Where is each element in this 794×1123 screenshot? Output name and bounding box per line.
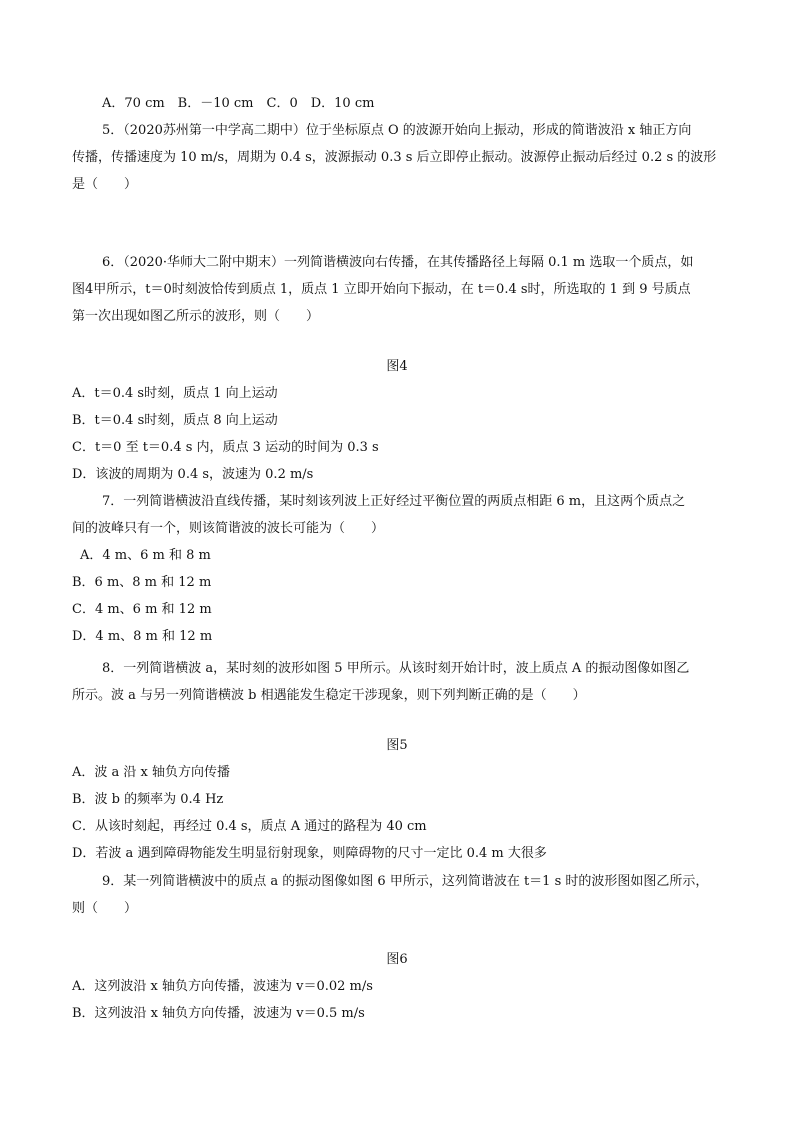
- q7-line-2: 间的波峰只有一个，则该简谐波的波长可能为（ ）: [72, 521, 385, 536]
- figure-4-caption: 图4: [386, 359, 408, 374]
- q6-line-3: 第一次出现如图乙所示的波形，则（ ）: [72, 309, 320, 324]
- q7-option-d: D．4 m、8 m 和 12 m: [72, 629, 213, 644]
- q6-option-c: C．t＝0 至 t＝0.4 s 内，质点 3 运动的时间为 0.3 s: [72, 440, 379, 455]
- q8-option-a: A．波 a 沿 x 轴负方向传播: [72, 765, 230, 780]
- q5-line-2: 传播，传播速度为 10 m/s，周期为 0.4 s，波源振动 0.3 s 后立即停止振动。波源停止振动后经过 0.2 s 的波形: [72, 150, 717, 165]
- q7-option-a: A．4 m、6 m 和 8 m: [80, 548, 211, 563]
- q6-option-b: B．t＝0.4 s时刻，质点 8 向上运动: [72, 413, 278, 428]
- q4-options: A．70 cm B．－10 cm C．0 D．10 cm: [102, 96, 375, 111]
- q9-option-b: B．这列波沿 x 轴负方向传播，波速为 v＝0.5 m/s: [72, 1006, 365, 1021]
- q8-option-b: B．波 b 的频率为 0.4 Hz: [72, 792, 224, 807]
- q7-line-1: 7．一列简谐横波沿直线传播，某时刻该列波上正好经过平衡位置的两质点相距 6 m，且这两个质点之: [102, 494, 686, 509]
- q7-option-b: B．6 m、8 m 和 12 m: [72, 575, 212, 590]
- q6-line-1: 6．（2020·华师大二附中期末）一列简谐横波向右传播，在其传播路径上每隔 0.1 m 选取一个质点，如: [102, 255, 694, 270]
- q5-line-1: 5．（2020苏州第一中学高二期中）位于坐标原点 O 的波源开始向上振动，形成的简谐波沿 x 轴正方向: [102, 123, 692, 138]
- q7-option-c: C．4 m、6 m 和 12 m: [72, 602, 212, 617]
- q9-line-2: 则（ ）: [72, 901, 138, 916]
- q9-option-a: A．这列波沿 x 轴负方向传播，波速为 v＝0.02 m/s: [72, 979, 373, 994]
- q9-line-1: 9．某一列简谐横波中的质点 a 的振动图像如图 6 甲所示，这列简谐波在 t＝1 s 时的波形图如图乙所示，: [102, 874, 709, 889]
- q8-option-d: D．若波 a 遇到障碍物能发生明显衍射现象，则障碍物的尺寸一定比 0.4 m 大很多: [72, 846, 547, 861]
- q5-line-3: 是（ ）: [72, 177, 138, 192]
- q8-line-1: 8．一列简谐横波 a，某时刻的波形如图 5 甲所示。从该时刻开始计时，波上质点 A 的振动图像如图乙: [102, 661, 690, 676]
- q8-line-2: 所示。波 a 与另一列简谐横波 b 相遇能发生稳定干涉现象，则下列判断正确的是（ ）: [72, 688, 586, 703]
- q8-option-c: C．从该时刻起，再经过 0.4 s，质点 A 通过的路程为 40 cm: [72, 819, 427, 834]
- figure-5-caption: 图5: [386, 738, 408, 753]
- q6-option-d: D．该波的周期为 0.4 s，波速为 0.2 m/s: [72, 467, 314, 482]
- q6-line-2: 图4甲所示，t＝0时刻波恰传到质点 1，质点 1 立即开始向下振动，在 t＝0.4 s时，所选取的 1 到 9 号质点: [72, 282, 691, 297]
- figure-6-caption: 图6: [386, 952, 408, 967]
- q6-option-a: A．t＝0.4 s时刻，质点 1 向上运动: [72, 386, 278, 401]
